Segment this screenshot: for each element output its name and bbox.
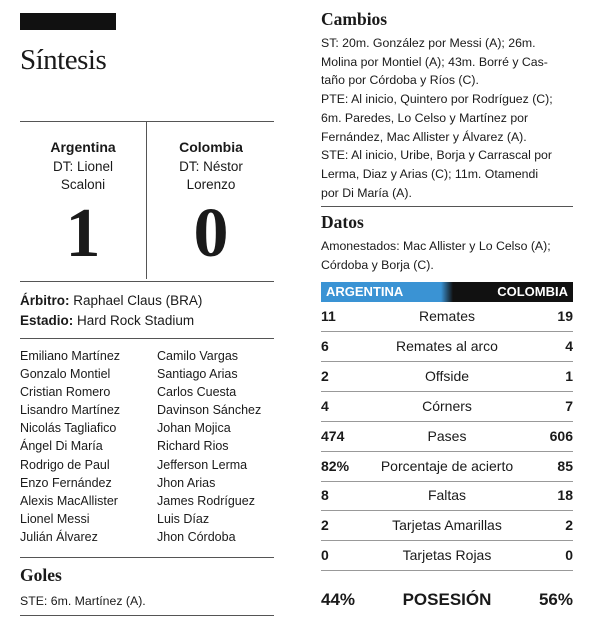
stat-away-value: 606	[549, 427, 573, 444]
stat-label: Remates al arco	[396, 337, 498, 354]
stats-header-divider	[441, 282, 453, 302]
cambios-line: Fernández, Mac Allister y Álvarez (A).	[321, 129, 527, 144]
cambios-line: Molina por Montiel (A); 43m. Borré y Cas-	[321, 54, 548, 69]
home-player: Enzo Fernández	[20, 475, 112, 490]
stat-row	[321, 392, 573, 422]
stat-away-value: 7	[565, 397, 573, 414]
away-team-block	[148, 122, 274, 279]
home-player: Lisandro Martínez	[20, 403, 121, 418]
divider	[321, 206, 573, 207]
section-title-goles: Goles	[20, 565, 62, 585]
away-coach-line1: DT: Néstor	[179, 159, 243, 174]
away-lineup	[157, 347, 261, 546]
stat-label: Faltas	[427, 487, 467, 504]
stat-label: Tarjetas Rojas	[402, 547, 492, 564]
goles-text: STE: 6m. Martínez (A).	[20, 594, 146, 608]
cambios-line: por Di María (A).	[321, 185, 412, 200]
stat-home-value: 11	[321, 308, 336, 324]
stat-away-value: 1	[565, 367, 573, 384]
stats-header-away: COLOMBIA	[447, 282, 573, 302]
away-player: Carlos Cuesta	[157, 385, 237, 400]
away-player: Jhon Córdoba	[157, 529, 236, 544]
away-player: Luis Díaz	[157, 511, 210, 526]
home-player: Lionel Messi	[20, 511, 90, 526]
stat-home-value: 2	[321, 367, 329, 384]
section-title-datos: Datos	[321, 212, 364, 232]
cambios-line: ST: 20m. González por Messi (A); 26m.	[321, 36, 536, 50]
stat-away-value: 18	[557, 487, 573, 504]
stat-home-value: 2	[321, 517, 329, 534]
stat-home-value: 6	[321, 337, 329, 354]
home-player: Nicolás Tagliafico	[20, 421, 117, 436]
away-player: Davinson Sánchez	[157, 403, 262, 418]
stat-row	[321, 362, 573, 392]
possession-away: 56%	[538, 590, 573, 609]
away-player: Jefferson Lerma	[157, 457, 248, 472]
datos-line: Córdoba y Borja (C).	[321, 257, 434, 272]
stat-home-value: 0	[321, 547, 329, 564]
away-player: Jhon Arias	[157, 475, 216, 490]
possession-label: POSESIÓN	[402, 590, 492, 609]
stat-label: Porcentaje de acierto	[380, 457, 514, 474]
stat-row	[321, 452, 573, 482]
referee-line	[20, 293, 202, 308]
home-player: Gonzalo Montiel	[20, 367, 111, 382]
stat-home-value: 82%	[321, 457, 350, 474]
stat-row	[321, 332, 573, 362]
section-title-sintesis: Síntesis	[20, 44, 107, 76]
home-player: Emiliano Martínez	[20, 349, 121, 363]
cambios-line: STE: Al inicio, Uribe, Borja y Carrascal por	[321, 148, 552, 163]
away-player: Richard Rios	[157, 439, 229, 454]
home-team-coach	[20, 158, 146, 194]
score-divider	[146, 122, 147, 279]
stat-away-value: 19	[557, 308, 573, 324]
stat-label: Offside	[424, 367, 470, 384]
cambios-line: PTE: Al inicio, Quintero por Rodríguez (C);	[321, 92, 553, 107]
divider	[20, 557, 274, 558]
cambios-line: 6m. Paredes, Lo Celso y Martínez por	[321, 110, 529, 125]
stat-row	[321, 541, 573, 571]
stat-away-value: 0	[565, 547, 573, 564]
section-marker-bar	[20, 13, 116, 30]
stadium-label: Estadio:	[20, 313, 74, 328]
divider	[20, 281, 274, 282]
away-team-name: Colombia	[179, 139, 243, 155]
divider	[20, 338, 274, 339]
home-player: Julián Álvarez	[20, 529, 98, 544]
home-player: Ángel Di María	[20, 439, 103, 454]
referee-value: Raphael Claus (BRA)	[73, 293, 203, 308]
cambios-text	[321, 34, 553, 202]
datos-text	[321, 237, 551, 274]
home-team-block	[20, 122, 146, 279]
stat-home-value: 474	[321, 427, 345, 444]
stat-row	[321, 302, 573, 332]
stat-label: Pases	[427, 427, 467, 444]
stat-away-value: 4	[565, 337, 573, 354]
away-team-coach	[148, 158, 274, 194]
away-coach-line2: Lorenzo	[186, 177, 236, 192]
section-title-cambios: Cambios	[321, 9, 388, 29]
datos-line: Amonestados: Mac Allister y Lo Celso (A);	[321, 239, 551, 253]
stat-row	[321, 511, 573, 541]
possession-row	[321, 590, 573, 614]
home-score: 1	[65, 195, 101, 272]
stat-label: Tarjetas Amarillas	[392, 517, 502, 534]
home-player: Cristian Romero	[20, 385, 111, 400]
home-coach-line1: DT: Lionel	[52, 159, 114, 174]
stat-row	[321, 422, 573, 452]
stat-home-value: 8	[321, 487, 329, 504]
stat-away-value: 85	[557, 457, 573, 474]
possession-home: 44%	[321, 590, 356, 609]
home-lineup	[20, 347, 120, 546]
away-player: Johan Mojica	[157, 421, 231, 436]
away-player: James Rodríguez	[157, 493, 255, 508]
divider	[20, 615, 274, 616]
stats-header	[321, 282, 573, 302]
away-player: Santiago Arias	[157, 367, 238, 382]
home-player: Alexis MacAllister	[20, 493, 118, 508]
home-team-name: Argentina	[50, 139, 116, 155]
stat-away-value: 2	[565, 517, 573, 534]
stats-header-home: ARGENTINA	[321, 282, 447, 302]
home-coach-line2: Scaloni	[60, 177, 106, 192]
away-player: Camilo Vargas	[157, 349, 239, 363]
stadium-line	[20, 313, 194, 328]
cambios-line: taño por Córdoba y Ríos (C).	[321, 73, 479, 88]
stat-label: Córners	[422, 397, 472, 414]
home-player: Rodrigo de Paul	[20, 457, 110, 472]
away-score: 0	[193, 195, 229, 272]
stat-home-value: 4	[321, 397, 329, 414]
stat-row	[321, 481, 573, 511]
referee-label: Árbitro:	[20, 293, 70, 308]
cambios-line: Lerma, Diaz y Arias (C); 11m. Otamendi	[321, 166, 539, 181]
stadium-value: Hard Rock Stadium	[77, 313, 195, 328]
match-score-box	[20, 122, 274, 279]
stat-label: Remates	[418, 308, 476, 324]
